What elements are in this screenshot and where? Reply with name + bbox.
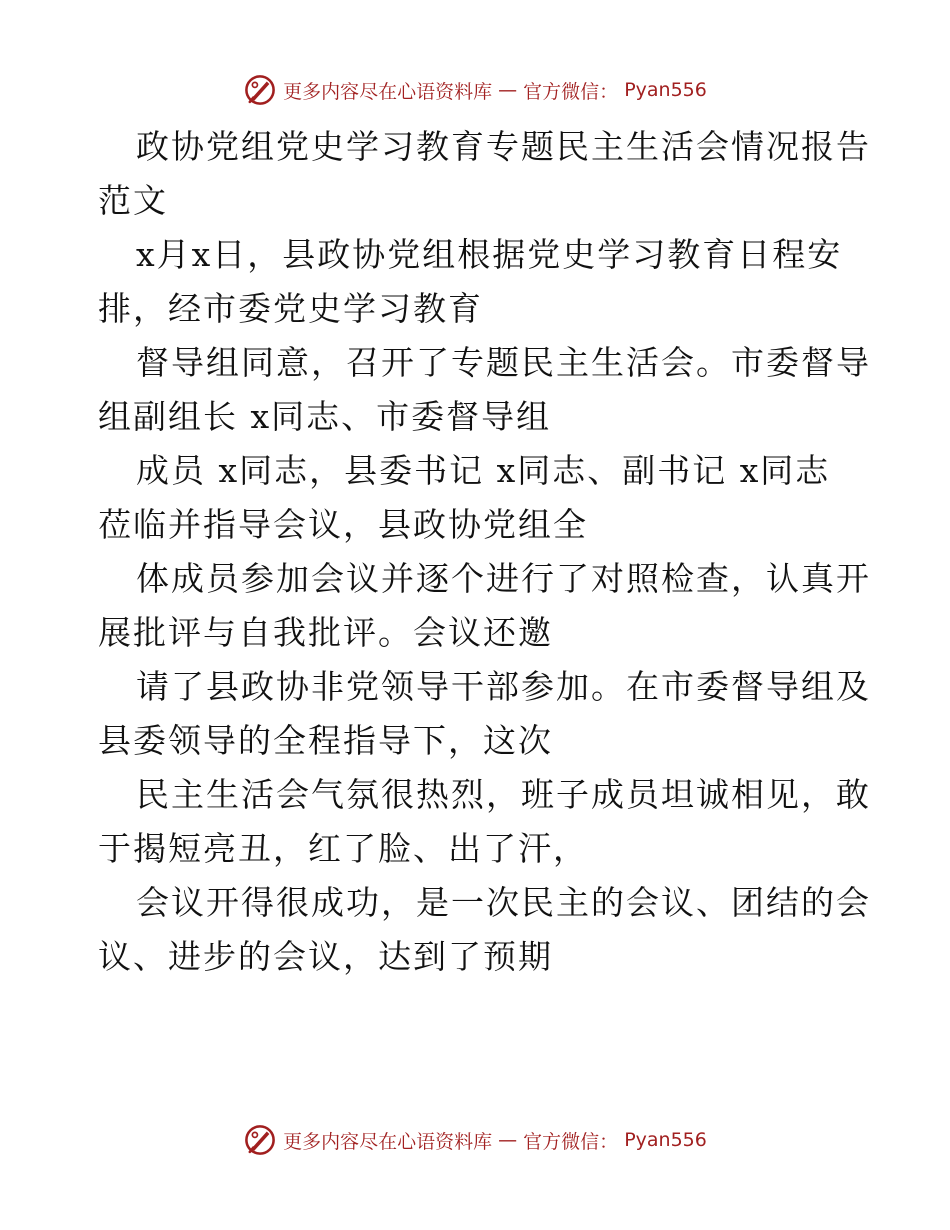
paragraph-line: 展批评与自我批评。会议还邀: [98, 613, 553, 652]
footer-banner: [0, 1120, 950, 1160]
paragraph-line: 组副组长 x同志、市委督导组: [98, 397, 552, 436]
paragraph-line-indented: 体成员参加会议并逐个进行了对照检查，认真开: [136, 559, 871, 598]
banner-wechat-id: Pyan556: [624, 79, 707, 101]
paragraph-line: 排，经市委党史学习教育: [98, 289, 483, 328]
paragraph-line: 议、进步的会议，达到了预期: [98, 937, 553, 976]
paragraph-line-indented: 会议开得很成功，是一次民主的会议、团结的会: [136, 883, 871, 922]
banner-separator: —: [498, 79, 518, 101]
header-banner: [0, 70, 950, 110]
paragraph-line: 县委领导的全程指导下，这次: [98, 721, 553, 760]
banner-inner: [243, 73, 707, 107]
quill-pen-icon: [243, 73, 277, 107]
paragraph-line: 范文: [98, 181, 168, 220]
paragraph-line-indented: 督导组同意，召开了专题民主生活会。市委督导: [136, 343, 871, 382]
paragraph-line-indented: 民主生活会气氛很热烈，班子成员坦诚相见，敢: [136, 775, 871, 814]
banner-separator: —: [498, 1129, 518, 1151]
document-body: [98, 120, 871, 984]
paragraph-line-indented: 请了县政协非党领导干部参加。在市委督导组及: [136, 667, 871, 706]
paragraph-line-indented: 成员 x同志，县委书记 x同志、副书记 x同志: [136, 451, 831, 490]
banner-wechat-id: Pyan556: [624, 1129, 707, 1151]
banner-text: 更多内容尽在心语资料库: [283, 1130, 493, 1153]
paragraph-line-indented: 政协党组党史学习教育专题民主生活会情况报告: [136, 127, 871, 166]
banner-inner: [243, 1123, 707, 1157]
paragraph-line-indented: x月x日，县政协党组根据党史学习教育日程安: [136, 235, 843, 274]
paragraph-line: 莅临并指导会议，县政协党组全: [98, 505, 588, 544]
banner-wechat-label: 官方微信：: [523, 1130, 619, 1153]
paragraph-line: 于揭短亮丑，红了脸、出了汗，: [98, 829, 588, 868]
banner-text: 更多内容尽在心语资料库: [283, 80, 493, 103]
banner-wechat-label: 官方微信：: [523, 80, 619, 103]
quill-pen-icon: [243, 1123, 277, 1157]
